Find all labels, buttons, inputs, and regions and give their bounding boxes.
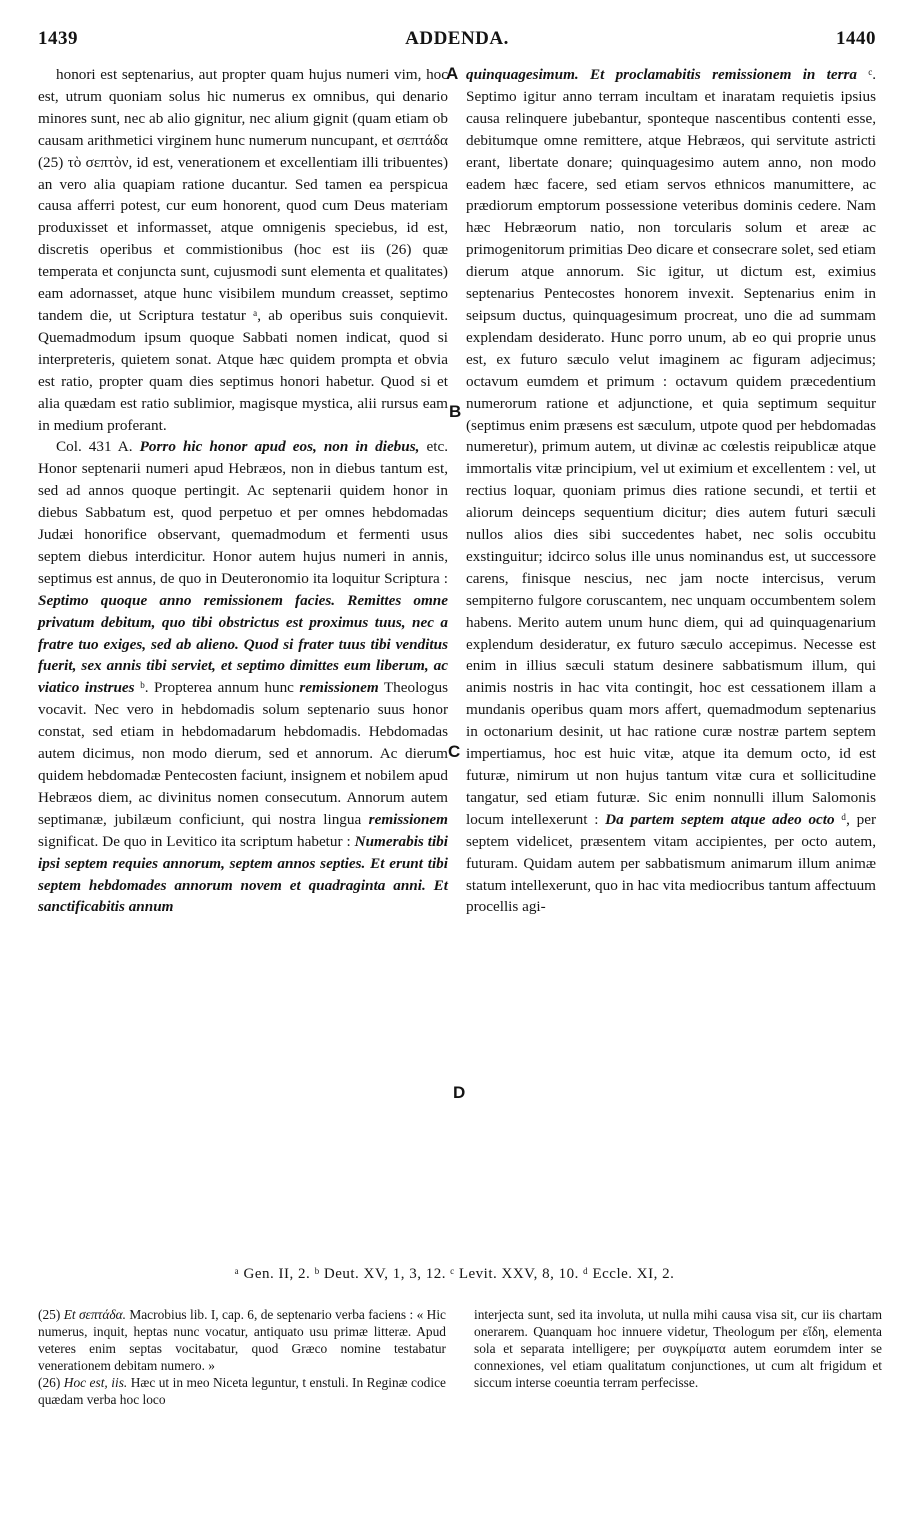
footnotes-left bbox=[38, 1306, 446, 1409]
margin-letter-a: A bbox=[446, 64, 459, 83]
margin-letter-c: C bbox=[448, 742, 461, 761]
ecclesiastes-quote: Da partem septem atque adeo octo bbox=[605, 810, 835, 828]
left-column bbox=[38, 64, 448, 918]
right-paragraph bbox=[466, 64, 876, 918]
running-header bbox=[38, 28, 876, 58]
footnote-25 bbox=[38, 1306, 446, 1374]
footnote-25-label: (25) bbox=[38, 1307, 61, 1322]
footnote-26-continued: interjecta sunt, sed ita involuta, ut nulla mihi causa visa sit, cur iis chartam onerarem. Quanquam hoc innuere videtur, Theologum per εἴδη, elementa sola et separata intelligere; per συγκρίματα autem eorumdem inter se connexiones, vel etiam qualitatum conjunctiones, ut cum alt frigidum et siccum interse coeuntia terram perfecisse. bbox=[474, 1307, 882, 1391]
running-title: ADDENDA. bbox=[405, 28, 509, 49]
page-number-right: 1440 bbox=[836, 28, 876, 49]
left-text-3: Theologus vocavit. Nec vero in hebdomadis solum septenario suus honor constat, sed etiam in hebdomadarum hebdomadis. Hebdomadas autem dicimus, non modo dierum, sed et annorum. Ac dierum quidem hebdomadæ Pentecosten faciunt, insignem et nobilem apud Hebræos diem, ac divinitus nomen consecutum. Annorum autem septimanæ, jubilæum conficiunt, qui nostra lingua bbox=[38, 679, 448, 828]
deuteronomy-quote: Septimo quoque anno remissionem facies. Remittes omne privatum debitum, quo tibi obstrictus est proximus tuus, nec a fratre tuo exiges, sed ab alieno. Quod si frater tuus tibi venditus fuerit, sex annis tibi serviet, et septimo dimittes eum liberum, ac viatico instrues bbox=[38, 591, 448, 697]
right-text-1: ᶜ. Septimo igitur anno terram incultam et inaratam requietis ipsius causa relinquere jubebantur, sponteque nascentibus contenti esse, debitumque omne remittere, atque Hebræos, qui servitute astricti erant, libertate donare; quinquagesimo autem anno, non modo eadem hæc facere, sed etiam servos ethnicos manumittere, ac prædiorum emptorum possessione veteribus dominis cedere. Nam hæc Hebræorum natio, non torcularis solum et areæ ac primogenitorum primitias Deo dicare et consecrare solet, sed etiam dierum atque annorum. Sic igitur, ut dictum est, eximius septenarius Pentecostes honorem invexit. Septenarius enim in seipsum ductus, quinquagesimum procreat, uno die ad summam explendam desiderato. Hunc porro unum, ab eo qui proprie unus est, ex futuro sæculo velut imaginem ac figuram adjecimus; octavum eumdem et primum : octavum quidem præcedentium numerorum ratione et adjunctione, et quia septimum sequitur (septimus enim præsens est sæculum, utpote quod per hebdomadas numeretur), primum autem, ut divinæ ac cœlestis reipublicæ atque immortalis vitæ principium, vel ut eximium et excellentem : vel, ut rectius loquar, quoniam primus dies ratione secundi, et tertii et aliorum deinceps sequentium dicitur; dies autem futuri sæculi nullos alios dies sibi succedentes habet, nec solis occubitu exstinguitur; idcirco solus ille unus nominandus est, ut successore carens, finisque nescius, nec jam nocte intercisus, verum sempiterno fulgore coruscantem, nec unquam occumbentem solem habens. Merito autem unum hunc diem, qui ad quinquagenarium explendum desideratur, ex futuro sæculo accepimus. Necesse est enim in illius sæculi statum desinere sabbatismum illum, qui animis nostris in hac vita contingit, hoc est cessationem illam a mundanis operibus quam mors affert, quemadmodum septenarius in octonarium desinit, ut hac ratione curæ nostræ partem septem impertiamus, hoc est huic vitæ, atque ita demum octo, id est futuræ, nimirum ut non hujus tantum vitæ cura et sollicitudine tangatur, sed etiam futuræ. Sic enim nonnulli illum Salomonis locum intellexerunt : bbox=[466, 66, 876, 828]
left-paragraph-2 bbox=[38, 436, 448, 918]
page-number-left: 1439 bbox=[38, 28, 78, 49]
margin-letter-d: D bbox=[453, 1083, 466, 1102]
column-reference: Col. 431 A. bbox=[56, 438, 133, 456]
remissionem-word: remissionem bbox=[299, 679, 379, 697]
left-text-2: ᵇ. Propterea annum hunc bbox=[134, 679, 300, 697]
right-column bbox=[466, 64, 876, 918]
leviticus-quote: Numerabis tibi ipsi septem requies annorum, septem annos septies. Et erunt tibi septem hebdomades annorum novem et quadraginta anni. Et sanctificabitis annum bbox=[38, 832, 448, 916]
leviticus-quote-end: quinquagesimum. Et proclamabitis remissionem in terra bbox=[466, 66, 858, 83]
margin-letter-b: B bbox=[449, 402, 462, 421]
left-text-4: significat. De quo in Levitico ita scriptum habetur : bbox=[38, 832, 355, 850]
footnote-26-text: Hæc ut in meo Niceta leguntur, t enstuli. In Reginæ codice quædam verba hoc loco bbox=[38, 1375, 446, 1408]
footnotes-right bbox=[474, 1306, 882, 1391]
right-text-2: ᵈ, per septem videlicet, præsentem vitam accipientes, per octo autem, futuram. Quidam autem per sabbatismum animarum illum animæ statum intellexerunt, quo in hac vita mediocribus tantum affectuum procellis agi- bbox=[466, 810, 877, 916]
lemma: Porro hic honor apud eos, non in diebus, bbox=[139, 438, 420, 456]
footnote-25-text: Macrobius lib. I, cap. 6, de septenario verba faciens : « Hic numerus, inquit, heptas nunc vocatur, antiquato usu primæ litteræ. Apud veteres enim septas vocitabatur, quod Græco nomine testabatur venerationem debitam numero. » bbox=[38, 1307, 446, 1374]
scripture-references: ᵃ Gen. II, 2. ᵇ Deut. XV, 1, 3, 12. ᶜ Levit. XXV, 8, 10. ᵈ Eccle. XI, 2. bbox=[234, 1266, 675, 1282]
footnote-26-lemma: Hoc est, iis. bbox=[63, 1375, 128, 1391]
remissionem-word-2: remissionem bbox=[368, 810, 448, 828]
left-paragraph-1: honori est septenarius, aut propter quam hujus numeri vim, hoc est, utrum quoniam solus hic numerus ex omnibus, qui denario minores sunt, nec ab alio gignitur, nec alium gignit (quam etiam ob causam arithmetici virginem hunc numerum nuncupant, et σεπτάδα (25) τὸ σεπτὸν, id est, venerationem et excellentiam illi tribuentes) an vero alia quapiam ratione ducantur. Sed tamen ea perspicua causa afferri potest, cur eum honorent, quod cum Deus materiam produxisset et informasset, atque omnigenis speciebus, id est, discretis operibus et commistionibus (hoc est iis (26) quæ temperata et conjuncta sunt, cujusmodi sunt elementa et qualitates) eam adornasset, atque hunc visibilem mundum creasset, septimo tandem die, ut Scriptura testatur ᵃ, ab operibus suis conquievit. Quemadmodum ipsum quoque Sabbati nomen indicat, quod si interpreteris, quietem sonat. Atque hæc quidem prompta et obvia est ratio, propter quam dies septimus honori habetur. Quod si et alia quædam est ratio sublimior, magisque mystica, alii rursus eam in medium proferant. bbox=[38, 66, 448, 434]
footnote-26-label: (26) bbox=[38, 1375, 61, 1391]
footnote-25-lemma: Et σεπτάδα. bbox=[63, 1307, 126, 1322]
left-text-1: etc. Honor septenarii numeri apud Hebræos, non in diebus tantum est, sed ad annos quoque pertingit. Ac septenarii quidem honor in diebus Sabbatum est, quod perpetuo et per omnes hebdomadas Judæi honorifice observant, quemadmodum et fermenti usus septem diebus interdicitur. Honor autem hujus numeri in annis, septimus est annus, de quo in Deuteronomio ita loquitur Scriptura : bbox=[38, 438, 448, 587]
footnote-26 bbox=[38, 1374, 446, 1408]
